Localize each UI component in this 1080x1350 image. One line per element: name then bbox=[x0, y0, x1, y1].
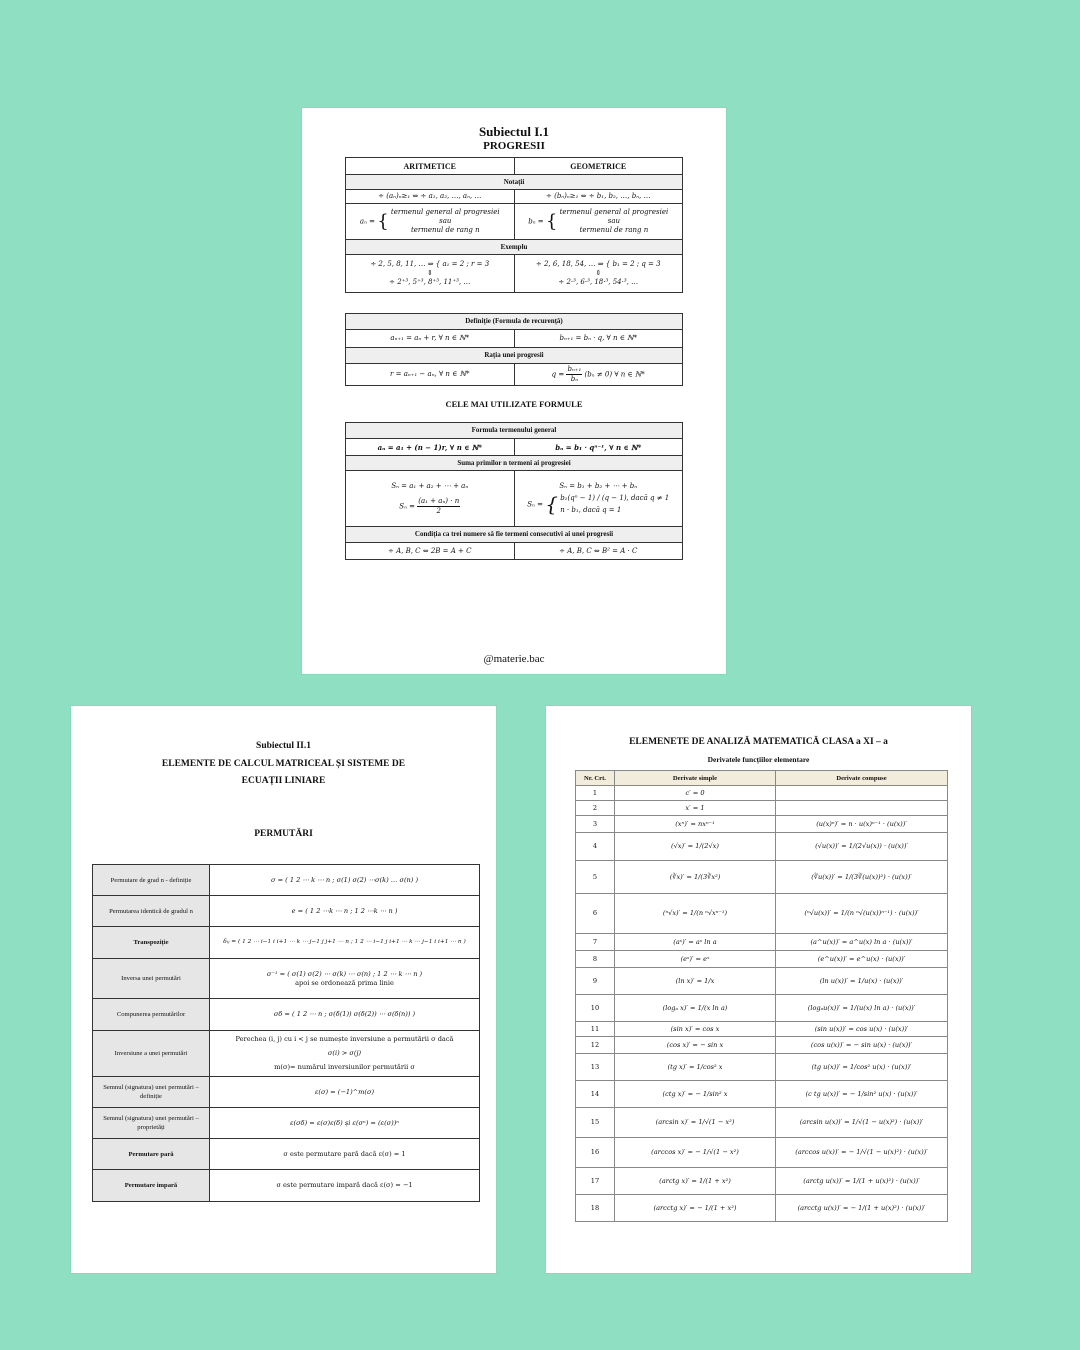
composite-derivative: (a^u(x))′ = a^u(x) ln a · (u(x))′ bbox=[776, 934, 948, 951]
derivative-row bbox=[576, 1081, 948, 1108]
row-number: 17 bbox=[576, 1168, 615, 1195]
sum-formula bbox=[348, 497, 512, 516]
simple-derivative: (∛x)′ = 1/(3∛x²) bbox=[615, 861, 776, 894]
composite-derivative: (arccos u(x))′ = − 1/√(1 − u(x)²) · (u(x))′ bbox=[776, 1138, 948, 1168]
row-content: σδ = ( 1 2 ⋯ n ; σ(δ(1)) σ(δ(2)) ⋯ σ(δ(n)) ) bbox=[210, 999, 480, 1031]
row-number: 2 bbox=[576, 801, 615, 816]
composite-derivative: (logₐu(x))′ = 1/(u(x) ln a) · (u(x))′ bbox=[776, 995, 948, 1022]
example-arrow: ⇕ bbox=[426, 269, 433, 277]
recurrence-geometric: bₙ₊₁ = bₙ · q, ∀ n ∈ ℕ* bbox=[514, 330, 683, 348]
row-label: Permutare pară bbox=[93, 1139, 210, 1170]
derivative-row bbox=[576, 934, 948, 951]
composite-derivative: (c tg u(x))′ = − 1/sin² u(x) · (u(x))′ bbox=[776, 1081, 948, 1108]
row-label: Inversa unei permutări bbox=[93, 959, 210, 999]
sum-definition: Sₙ = a₁ + a₂ + ⋯ + aₙ bbox=[391, 481, 469, 490]
ratio-denominator: bₙ bbox=[570, 375, 579, 383]
composite-derivative: (∛u(x))′ = 1/(3∛(u(x))²) · (u(x))′ bbox=[776, 861, 948, 894]
composite-derivative bbox=[776, 786, 948, 801]
composite-derivative: (ln u(x))′ = 1/u(x) · (u(x))′ bbox=[776, 968, 948, 995]
permutations-sheet bbox=[71, 706, 496, 1273]
row-number: 14 bbox=[576, 1081, 615, 1108]
row-number: 10 bbox=[576, 995, 615, 1022]
term-line-2: sau bbox=[607, 217, 621, 225]
simple-derivative: c′ = 0 bbox=[615, 786, 776, 801]
row-number: 4 bbox=[576, 833, 615, 861]
term-line-1: termenul general al progresiei bbox=[390, 208, 500, 216]
sum-denominator: 2 bbox=[436, 506, 441, 515]
simple-derivative: (cos x)′ = − sin x bbox=[615, 1037, 776, 1054]
derivative-row bbox=[576, 833, 948, 861]
term-line-1: termenul general al progresiei bbox=[559, 208, 669, 216]
col-header-arithmetic: ARITMETICE bbox=[346, 158, 515, 175]
derivative-row bbox=[576, 1054, 948, 1081]
col-header-number: Nr. Crt. bbox=[576, 771, 615, 786]
row-content: σ = ( 1 2 ⋯ k ⋯ n ; σ(1) σ(2) ⋯σ(k) … σ(n) ) bbox=[210, 865, 480, 896]
simple-derivative: x′ = 1 bbox=[615, 801, 776, 816]
section-recurrence: Definiție (Formula de recurență) bbox=[346, 314, 683, 330]
progressions-sheet bbox=[302, 108, 726, 674]
composite-derivative: (sin u(x))′ = cos u(x) · (u(x))′ bbox=[776, 1022, 948, 1037]
derivative-row bbox=[576, 968, 948, 995]
example-line: ÷ 2, 5, 8, 11, … ⇒ { a₁ = 2 ; r = 3 bbox=[370, 260, 490, 268]
row-number: 13 bbox=[576, 1054, 615, 1081]
derivative-row bbox=[576, 1168, 948, 1195]
row-formula: σ(i) > σ(j) bbox=[327, 1049, 362, 1057]
col-header-simple: Derivate simple bbox=[615, 771, 776, 786]
derivative-row bbox=[576, 861, 948, 894]
row-label: Semnul (signatura) unei permutări – definiție bbox=[93, 1077, 210, 1108]
row-number: 5 bbox=[576, 861, 615, 894]
section-heading: PERMUTĂRI bbox=[254, 829, 313, 839]
simple-derivative: (tg x)′ = 1/cos² x bbox=[615, 1054, 776, 1081]
sheet-subtitle: PROGRESII bbox=[483, 140, 545, 152]
general-term-arithmetic: aₙ = { termenul general al progresiei sau termenul de rang n bbox=[346, 204, 515, 240]
simple-derivative: (xⁿ)′ = nxⁿ⁻¹ bbox=[615, 816, 776, 833]
composite-derivative: (arcctg u(x))′ = − 1/(1 + u(x)²) · (u(x))′ bbox=[776, 1195, 948, 1222]
permutations-table bbox=[92, 864, 480, 1202]
row-number: 6 bbox=[576, 894, 615, 934]
row-content: δᵢⱼ = ( 1 2 ⋯ i−1 i i+1 ⋯ k ⋯ j−1 j j+1 ⋯ n ; 1 2 ⋯ i−1 j i+1 ⋯ k ⋯ j−1 i i+1 ⋯ n ) bbox=[210, 927, 480, 959]
composite-derivative: (cos u(x))′ = − sin u(x) · (u(x))′ bbox=[776, 1037, 948, 1054]
general-term-formula-geometric: bₙ = b₁ · qⁿ⁻¹, ∀ n ∈ ℕ* bbox=[514, 439, 683, 456]
derivative-row bbox=[576, 951, 948, 968]
derivatives-table bbox=[575, 770, 948, 1222]
author-handle: @materie.bac bbox=[483, 653, 545, 665]
derivative-row bbox=[576, 1138, 948, 1168]
section-ratio: Rația unei progresii bbox=[346, 348, 683, 364]
recurrence-arithmetic: aₙ₊₁ = aₙ + r, ∀ n ∈ ℕ* bbox=[346, 330, 515, 348]
row-number: 18 bbox=[576, 1195, 615, 1222]
ratio-geometric bbox=[514, 364, 683, 386]
condition-arithmetic: ÷ A, B, C ⇔ 2B = A + C bbox=[346, 543, 515, 560]
derivative-row bbox=[576, 786, 948, 801]
derivative-row bbox=[576, 1022, 948, 1037]
derivatives-sheet bbox=[546, 706, 971, 1273]
term-symbol: aₙ = bbox=[359, 217, 375, 226]
formulas-table bbox=[345, 422, 683, 560]
row-label: Permutarea identică de gradul n bbox=[93, 896, 210, 927]
sum-symbol: Sₙ = bbox=[399, 502, 416, 510]
sheet-title: Subiectul I.1 bbox=[478, 124, 550, 139]
simple-derivative: (arccos x)′ = − 1/√(1 − x²) bbox=[615, 1138, 776, 1168]
derivative-row bbox=[576, 1108, 948, 1138]
term-line-3: termenul de rang n bbox=[410, 226, 480, 234]
row-number: 15 bbox=[576, 1108, 615, 1138]
sheet-title: ELEMENETE DE ANALIZĂ MATEMATICĂ CLASA a XI – a bbox=[629, 737, 888, 747]
example-line: ÷ 2, 6, 18, 54, … ⇒ { b₁ = 2 ; q = 3 bbox=[535, 260, 661, 268]
example-geometric bbox=[514, 255, 683, 293]
example-arrow: ⇕ bbox=[595, 269, 602, 277]
simple-derivative: (logₐ x)′ = 1/(x ln a) bbox=[615, 995, 776, 1022]
row-number: 1 bbox=[576, 786, 615, 801]
sum-fraction bbox=[417, 497, 460, 516]
progression-definitions-table bbox=[345, 157, 683, 293]
row-content: ε(σδ) = ε(σ)ε(δ) și ε(σⁿ) = (ε(σ))ⁿ bbox=[210, 1108, 480, 1139]
section-condition: Condiția ca trei numere să fie termeni consecutivi ai unei progresii bbox=[346, 527, 683, 543]
derivative-row bbox=[576, 816, 948, 833]
row-label: Permutare de grad n - definiție bbox=[93, 865, 210, 896]
row-content: e = ( 1 2 ⋯k ⋯ n ; 1 2 ⋯k ⋯ n ) bbox=[210, 896, 480, 927]
term-line-2: sau bbox=[439, 217, 452, 225]
simple-derivative: (ln x)′ = 1/x bbox=[615, 968, 776, 995]
general-term-formula-arithmetic: aₙ = a₁ + (n − 1)r, ∀ n ∈ ℕ* bbox=[346, 439, 515, 456]
row-content bbox=[210, 1031, 480, 1077]
derivative-row bbox=[576, 894, 948, 934]
condition-geometric: ÷ A, B, C ⇔ B² = A · C bbox=[514, 543, 683, 560]
sum-numerator: (a₁ + aₙ) · n bbox=[418, 496, 460, 505]
ratio-arithmetic: r = aₙ₊₁ − aₙ, ∀ n ∈ ℕ* bbox=[346, 364, 515, 386]
row-content bbox=[210, 959, 480, 999]
row-number: 9 bbox=[576, 968, 615, 995]
simple-derivative: (aˣ)′ = aˣ ln a bbox=[615, 934, 776, 951]
composite-derivative: (e^u(x))′ = e^u(x) · (u(x))′ bbox=[776, 951, 948, 968]
sum-definition: Sₙ = b₁ + b₂ + ⋯ + bₙ bbox=[559, 482, 638, 490]
composite-derivative: (ⁿ√u(x))′ = 1/(n ⁿ√(u(x))ⁿ⁻¹) · (u(x))′ bbox=[776, 894, 948, 934]
ratio-symbol: q = bbox=[551, 370, 565, 379]
simple-derivative: (ctg x)′ = − 1/sin² x bbox=[615, 1081, 776, 1108]
composite-derivative: (arctg u(x))′ = 1/(1 + u(x)²) · (u(x))′ bbox=[776, 1168, 948, 1195]
sum-symbol: Sₙ = bbox=[527, 500, 543, 509]
term-line-3: termenul de rang n bbox=[579, 226, 649, 234]
ratio-condition: (bₙ ≠ 0) ∀ n ∈ ℕ* bbox=[584, 370, 645, 379]
section-example: Exemplu bbox=[346, 240, 683, 255]
term-symbol: bₙ = bbox=[528, 217, 544, 226]
simple-derivative: (arcsin x)′ = 1/√(1 − x²) bbox=[615, 1108, 776, 1138]
notation-arithmetic: ÷ (aₙ)ₙ≥₁ ⇔ ÷ a₁, a₂, …, aₙ, … bbox=[346, 190, 515, 204]
composite-derivative: (√u(x))′ = 1/(2√u(x)) · (u(x))′ bbox=[776, 833, 948, 861]
section-sum: Suma primilor n termeni ai progresiei bbox=[346, 456, 683, 471]
col-header-geometric: GEOMETRICE bbox=[514, 158, 683, 175]
derivative-row bbox=[576, 1195, 948, 1222]
row-formula: σ⁻¹ = ( σ(1) σ(2) ⋯ σ(k) ⋯ σ(n) ; 1 2 ⋯ k ⋯ n ) bbox=[266, 969, 423, 978]
sheet-title: Subiectul II.1 bbox=[256, 741, 311, 751]
composite-derivative: (u(x)ⁿ)′ = n · u(x)ⁿ⁻¹ · (u(x))′ bbox=[776, 816, 948, 833]
sheet-subtitle: Derivatele funcțiilor elementare bbox=[707, 755, 810, 764]
derivative-row bbox=[576, 801, 948, 816]
row-number: 3 bbox=[576, 816, 615, 833]
row-content: σ este permutare pară dacă ε(σ) = 1 bbox=[210, 1139, 480, 1170]
sum-arithmetic bbox=[346, 471, 515, 527]
section-general-term: Formula termenului general bbox=[346, 423, 683, 439]
col-header-composite: Derivate compuse bbox=[776, 771, 948, 786]
row-label: Semnul (signatura) unei permutări – proprietăți bbox=[93, 1108, 210, 1139]
sum-case-2: n · b₁, dacă q = 1 bbox=[560, 506, 622, 514]
sum-case-1: b₁(qⁿ − 1) / (q − 1), dacă q ≠ 1 bbox=[560, 494, 670, 502]
general-term-geometric: bₙ = { termenul general al progresiei sau termenul de rang n bbox=[514, 204, 683, 240]
simple-derivative: (ⁿ√x)′ = 1/(n ⁿ√xⁿ⁻¹) bbox=[615, 894, 776, 934]
simple-derivative: (sin x)′ = cos x bbox=[615, 1022, 776, 1037]
recurrence-table bbox=[345, 313, 683, 386]
derivative-row bbox=[576, 1037, 948, 1054]
simple-derivative: (√x)′ = 1/(2√x) bbox=[615, 833, 776, 861]
sheet-subtitle-line-1: ELEMENTE DE CALCUL MATRICEAL ȘI SISTEME DE bbox=[161, 759, 406, 769]
row-number: 8 bbox=[576, 951, 615, 968]
row-label: Permutare impară bbox=[93, 1170, 210, 1202]
example-line: ÷ 2⁺³, 5⁺³, 8⁺³, 11⁺³, … bbox=[389, 278, 471, 286]
row-text: Perechea (i, j) cu i < j se numește inversiune a permutării σ dacă bbox=[235, 1035, 454, 1043]
simple-derivative: (arcctg x)′ = − 1/(1 + x²) bbox=[615, 1195, 776, 1222]
ratio-fraction bbox=[566, 365, 582, 384]
row-note: apoi se ordonează prima linie bbox=[295, 978, 394, 987]
simple-derivative: (arctg x)′ = 1/(1 + x²) bbox=[615, 1168, 776, 1195]
sum-formula: Sₙ = { b₁(qⁿ − 1) / (q − 1), dacă q ≠ 1 n · b₁, dacă q = 1 bbox=[527, 492, 670, 516]
sum-geometric bbox=[514, 471, 683, 527]
example-arithmetic bbox=[346, 255, 515, 293]
composite-derivative bbox=[776, 801, 948, 816]
example-line: ÷ 2·³, 6·³, 18·³, 54·³, … bbox=[558, 278, 639, 286]
composite-derivative: (tg u(x))′ = 1/cos² u(x) · (u(x))′ bbox=[776, 1054, 948, 1081]
row-label: Transpoziție bbox=[93, 927, 210, 959]
row-content: ε(σ) = (−1)^m(σ) bbox=[210, 1077, 480, 1108]
term-description bbox=[391, 208, 500, 235]
row-number: 16 bbox=[576, 1138, 615, 1168]
row-note: m(σ)= numărul inversiunilor permutării σ bbox=[274, 1063, 415, 1071]
composite-derivative: (arcsin u(x))′ = 1/√(1 − u(x)²) · (u(x))′ bbox=[776, 1108, 948, 1138]
row-number: 12 bbox=[576, 1037, 615, 1054]
row-content: σ este permutare impară dacă ε(σ) = −1 bbox=[210, 1170, 480, 1202]
sheet-subtitle-line-2: ECUAȚII LINIARE bbox=[241, 776, 326, 786]
simple-derivative: (eˣ)′ = eˣ bbox=[615, 951, 776, 968]
ratio-numerator: bₙ₊₁ bbox=[567, 365, 582, 373]
sum-cases bbox=[560, 494, 669, 515]
section-notations: Notații bbox=[346, 175, 683, 190]
row-number: 7 bbox=[576, 934, 615, 951]
row-label: Compunerea permutărilor bbox=[93, 999, 210, 1031]
row-label: Inversiune a unei permutări bbox=[93, 1031, 210, 1077]
notation-geometric: ÷ (bₙ)ₙ≥₁ ⇔ ÷ b₁, b₂, …, bₙ, … bbox=[514, 190, 683, 204]
formulas-heading: CELE MAI UTILIZATE FORMULE bbox=[445, 399, 583, 409]
derivative-row bbox=[576, 995, 948, 1022]
term-description bbox=[560, 208, 669, 235]
row-number: 11 bbox=[576, 1022, 615, 1037]
